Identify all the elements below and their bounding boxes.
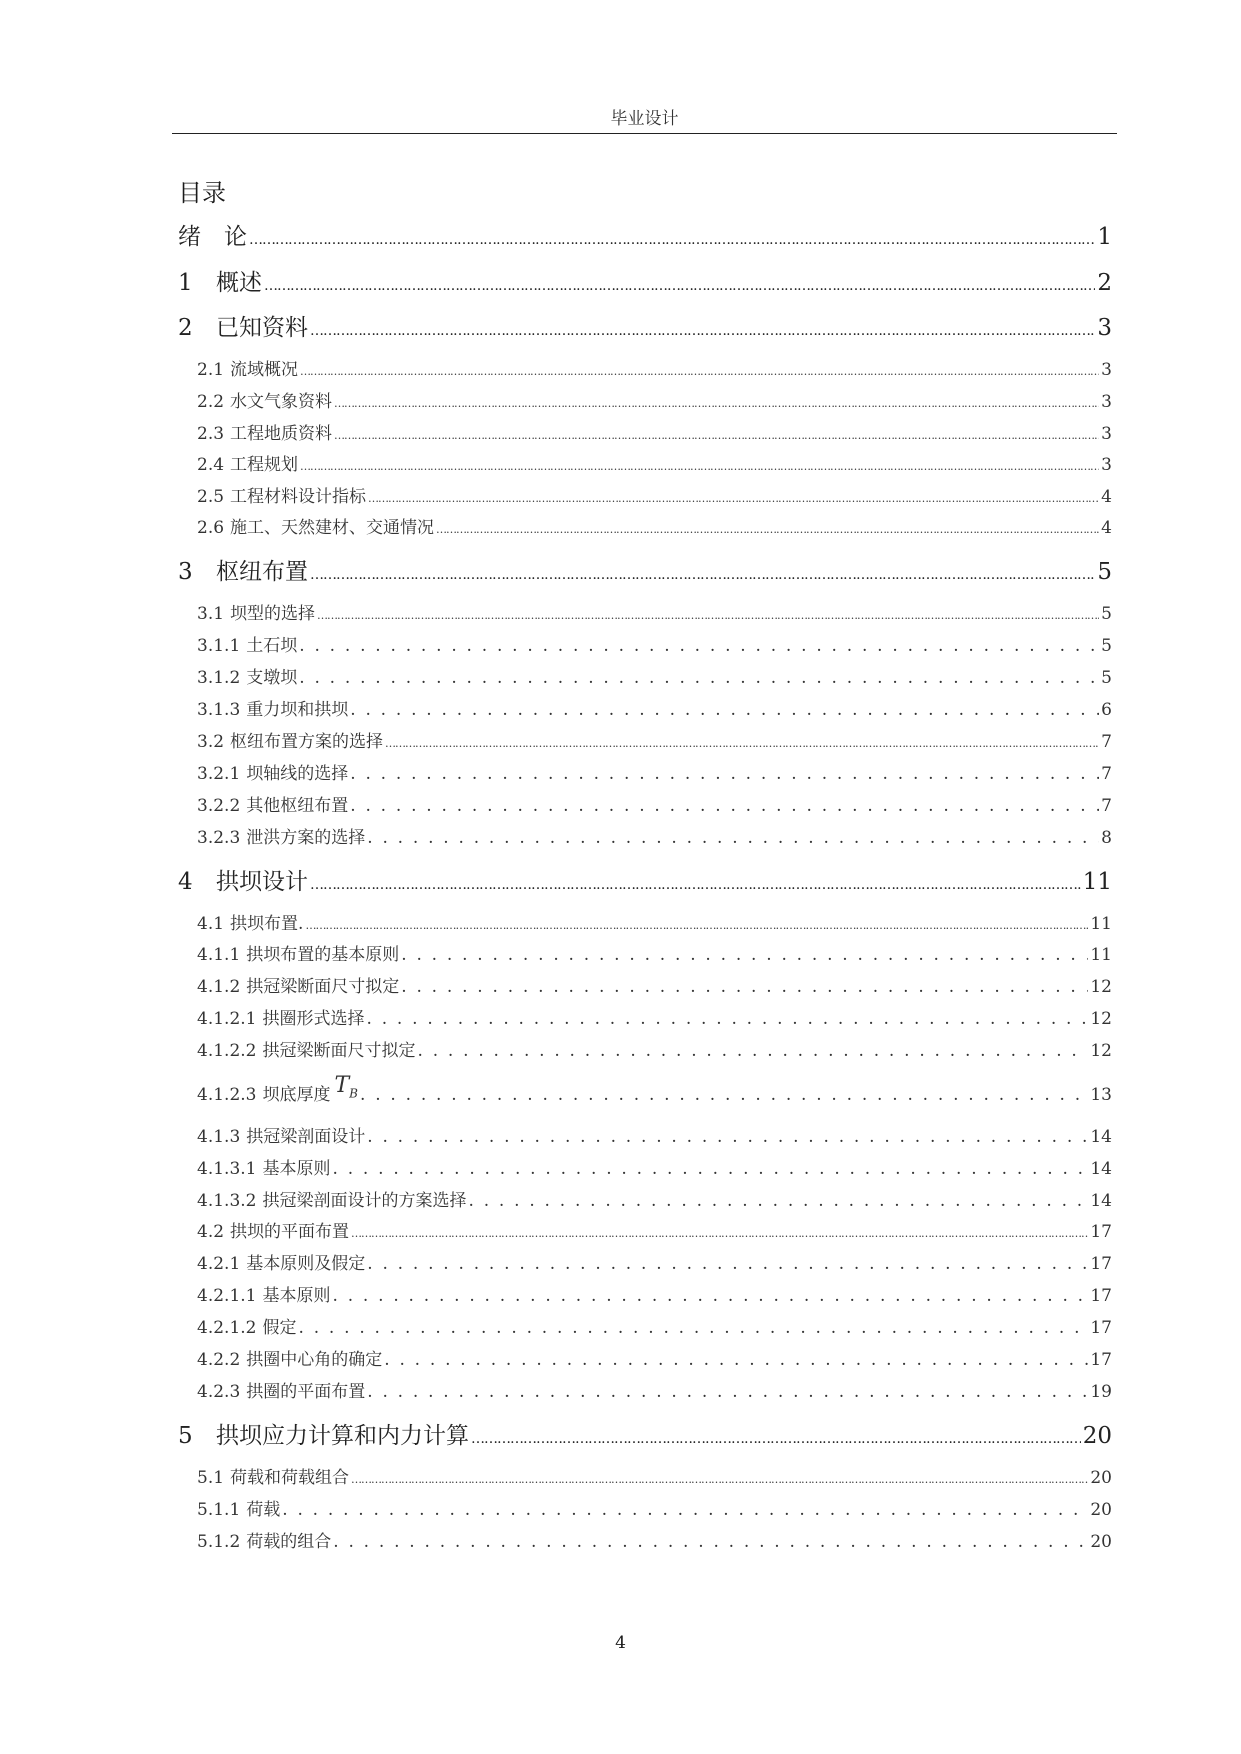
toc-entry[interactable]	[178, 864, 1112, 900]
toc-entry[interactable]	[197, 1073, 1112, 1107]
toc-entry[interactable]	[197, 1283, 1112, 1309]
toc-entry[interactable]	[197, 825, 1112, 851]
toc-entry-title	[230, 1219, 349, 1245]
dot-leader	[436, 515, 1099, 543]
toc-entry-page: 20	[1090, 1532, 1112, 1552]
toc-entry[interactable]	[197, 729, 1112, 755]
toc-entry-title	[230, 911, 303, 937]
toc-entry-page: 3	[1097, 315, 1112, 341]
toc-entry[interactable]	[197, 665, 1112, 691]
toc-entry-number: 2.1	[197, 360, 225, 380]
toc-entry-page: 20	[1090, 1500, 1112, 1520]
toc-entry-number: 4.2.1	[197, 1254, 241, 1274]
toc-entry-page: 13	[1090, 1085, 1112, 1105]
toc-entry-number: 5	[178, 1423, 193, 1449]
formula-t-b	[334, 1073, 358, 1101]
formula-subscript: B	[349, 1086, 358, 1101]
toc-entry-title-text: 拱圈形式选择	[262, 1009, 365, 1029]
toc-entry-number: 3.1.1	[197, 636, 241, 656]
toc-entry[interactable]	[197, 911, 1112, 937]
toc-entry-title-text: 拱冠梁剖面设计的方案选择	[262, 1191, 467, 1211]
toc-entry-page: 17	[1090, 1254, 1112, 1274]
toc-entry-title-text: 枢纽布置方案的选择	[230, 732, 384, 752]
dot-leader	[332, 1283, 1088, 1309]
dot-leader	[350, 793, 1099, 819]
toc-entry-title	[246, 1251, 365, 1277]
toc-entry-number: 5.1	[197, 1468, 225, 1488]
dot-leader	[300, 452, 1099, 480]
toc-entry-page: 17	[1090, 1318, 1112, 1338]
dot-leader	[366, 1006, 1088, 1032]
toc-entry[interactable]	[197, 389, 1112, 415]
toc-entry-number: 4.1.1	[197, 945, 241, 965]
dot-leader	[471, 1418, 1081, 1457]
toc-entry-page: 17	[1090, 1286, 1112, 1306]
toc-entry[interactable]	[197, 1156, 1112, 1182]
toc-entry-title-text: 拱坝布置.	[230, 914, 304, 934]
toc-entry-title-text: 重力坝和拱坝	[246, 700, 349, 720]
toc-entry-title-text: 荷载	[246, 1500, 281, 1520]
toc-entry-number: 5.1.1	[197, 1500, 241, 1520]
toc-entry-page: 5	[1097, 559, 1112, 585]
toc-entry-number: 2	[178, 315, 193, 341]
toc-entry-title-text: 拱圈的平面布置	[246, 1382, 366, 1402]
toc-entry-title	[246, 1347, 382, 1373]
dot-leader	[360, 1082, 1088, 1108]
toc-entry-page: 11	[1090, 945, 1112, 965]
toc-entry-title-text: 拱坝的平面布置	[230, 1222, 350, 1242]
toc-entry-title	[230, 357, 298, 383]
toc-entry-title-text: 坝型的选择	[230, 604, 316, 624]
dot-leader	[367, 825, 1099, 851]
toc-entry-title-text: 坝轴线的选择	[246, 764, 349, 784]
toc-entry-number: 2.2	[197, 392, 225, 412]
toc-entry-title-text: 基本原则及假定	[246, 1254, 366, 1274]
toc-entry-title-text: 泄洪方案的选择	[246, 828, 366, 848]
toc-entry-page: 19	[1090, 1382, 1112, 1402]
dot-leader	[282, 1497, 1088, 1523]
toc-entry-number: 3.1.2	[197, 668, 241, 688]
toc-entry-title	[246, 1497, 280, 1523]
toc-entry-title-text: 荷载和荷载组合	[230, 1468, 350, 1488]
toc-entry[interactable]	[197, 1529, 1112, 1555]
toc-entry-title	[246, 665, 297, 691]
toc-entry-title-text: 拱圈中心角的确定	[246, 1350, 383, 1370]
running-header: 毕业设计	[610, 109, 679, 129]
toc-entry-page: 5	[1101, 604, 1112, 624]
toc-entry-title	[230, 515, 434, 541]
toc-entry[interactable]	[197, 484, 1112, 510]
toc-entry[interactable]	[197, 515, 1112, 541]
toc-entry-page: 11	[1082, 869, 1112, 895]
toc-entry[interactable]	[178, 265, 1112, 301]
toc-entry-title-text: 其他枢纽布置	[246, 796, 349, 816]
toc-entry-page: 1	[1097, 224, 1112, 250]
dot-leader	[300, 357, 1099, 385]
toc-entry-title-text: 拱坝应力计算和内力计算	[216, 1423, 469, 1449]
toc-entry-number: 4.1.2.3	[197, 1085, 257, 1105]
dot-leader	[310, 864, 1081, 903]
toc-entry-title	[246, 761, 348, 787]
toc-entry[interactable]	[197, 1038, 1112, 1064]
toc-entry-title-text: 土石坝	[246, 636, 298, 656]
toc-entry-title	[230, 729, 383, 755]
toc-entry-title	[230, 452, 298, 478]
toc-entry[interactable]	[197, 1251, 1112, 1277]
toc-entry-title	[262, 1156, 330, 1182]
toc-entry-title	[246, 793, 348, 819]
dot-leader	[332, 1156, 1088, 1182]
toc-entry-number: 2.5	[197, 487, 225, 507]
toc-entry-title	[246, 1529, 331, 1555]
toc-entry-page: 3	[1101, 424, 1112, 444]
toc-entry-number: 3.2	[197, 732, 225, 752]
toc-entry[interactable]	[197, 1124, 1112, 1150]
dot-leader	[417, 1038, 1088, 1064]
toc-entry[interactable]	[197, 1379, 1112, 1405]
toc-entry-page: 7	[1101, 764, 1112, 784]
dot-leader	[299, 665, 1099, 691]
toc-entry-page: 20	[1090, 1468, 1112, 1488]
toc-entry-number: 2.6	[197, 518, 225, 538]
toc-entry-number: 4.2.1.2	[197, 1318, 257, 1338]
dot-leader	[368, 484, 1099, 512]
toc-entry-number: 2.4	[197, 455, 225, 475]
toc-entry-title	[262, 1073, 358, 1114]
toc-entry-title	[230, 1465, 349, 1491]
toc-entry-title-text: 已知资料	[216, 315, 308, 341]
toc-entry[interactable]	[197, 357, 1112, 383]
dot-leader	[350, 761, 1099, 787]
toc-entry[interactable]	[197, 1347, 1112, 1373]
dot-leader	[401, 942, 1088, 968]
dot-leader	[334, 389, 1099, 417]
toc-entry[interactable]	[197, 1188, 1112, 1214]
toc-entry[interactable]	[197, 974, 1112, 1000]
toc-entry-title-text: 拱冠梁剖面设计	[246, 1127, 366, 1147]
toc-entry[interactable]	[197, 601, 1112, 627]
toc-entry-title	[216, 864, 308, 900]
dot-leader	[367, 1124, 1088, 1150]
toc-entry-page: 5	[1101, 668, 1112, 688]
toc-entry-title	[230, 484, 366, 510]
toc-entry-number: 1	[178, 270, 193, 296]
dot-leader	[351, 1219, 1088, 1247]
dot-leader	[384, 1347, 1088, 1373]
toc-entry-page: 3	[1101, 455, 1112, 475]
dot-leader	[367, 1251, 1088, 1277]
toc-entry-title-text: 基本原则	[262, 1286, 331, 1306]
toc-entry-number: 4.2.1.1	[197, 1286, 257, 1306]
toc-entry-title-text: 概述	[216, 270, 262, 296]
toc-entry-title	[262, 1283, 330, 1309]
toc-entry-page: 14	[1090, 1159, 1112, 1179]
page-number: 4	[615, 1633, 626, 1653]
dot-leader	[298, 1315, 1088, 1341]
toc-entry-number: 4.1.3.2	[197, 1191, 257, 1211]
toc-entry-title	[246, 1124, 365, 1150]
toc-entry-title-text: 拱坝设计	[216, 869, 308, 895]
toc-entry-number: 4.1	[197, 914, 225, 934]
toc-entry-page: 14	[1090, 1191, 1112, 1211]
toc-heading: 目录	[178, 179, 226, 207]
toc-entry-number: 4.1.2	[197, 977, 241, 997]
toc-entry-page: 7	[1101, 796, 1112, 816]
toc-entry[interactable]	[178, 1418, 1112, 1454]
toc-entry-page: 8	[1101, 828, 1112, 848]
toc-entry-page: 12	[1090, 1009, 1112, 1029]
toc-entry-title	[262, 1315, 296, 1341]
formula-base: T	[334, 1073, 350, 1098]
toc-entry-number: 5.1.2	[197, 1532, 241, 1552]
toc-entry[interactable]	[197, 942, 1112, 968]
toc-entry-title	[178, 219, 247, 255]
dot-leader	[317, 601, 1099, 629]
toc-entry-title-text: 工程地质资料	[230, 424, 333, 444]
toc-entry-title-text: 水文气象资料	[230, 392, 333, 412]
toc-entry-title-text: 拱坝布置的基本原则	[246, 945, 400, 965]
toc-entry[interactable]	[197, 1006, 1112, 1032]
dot-leader	[305, 911, 1088, 939]
toc-entry-title	[216, 310, 308, 346]
toc-entry-title	[216, 554, 308, 590]
toc-entry-page: 17	[1090, 1222, 1112, 1242]
toc-entry-title	[262, 1188, 466, 1214]
toc-entry-number: 4.2.3	[197, 1382, 241, 1402]
dot-leader	[310, 554, 1095, 593]
toc-entry[interactable]	[197, 421, 1112, 447]
dot-leader	[385, 729, 1099, 757]
toc-entry-title	[246, 942, 399, 968]
toc-entry-page: 11	[1090, 914, 1112, 934]
toc-entry-title	[216, 1418, 469, 1454]
toc-entry-page: 5	[1101, 636, 1112, 656]
toc-entry[interactable]	[197, 452, 1112, 478]
toc-entry-title-text: 拱冠梁断面尺寸拟定	[246, 977, 400, 997]
toc-entry-page: 7	[1101, 732, 1112, 752]
toc-entry-title-text: 坝底厚度	[262, 1085, 331, 1105]
toc-entry-title	[216, 265, 262, 301]
toc-entry-number: 4.1.2.1	[197, 1009, 257, 1029]
toc-entry[interactable]	[178, 310, 1112, 346]
toc-entry-number: 4	[178, 869, 193, 895]
toc-entry-page: 12	[1090, 977, 1112, 997]
toc-entry-page: 4	[1101, 487, 1112, 507]
toc-entry-number: 4.2.2	[197, 1350, 241, 1370]
dot-leader	[264, 265, 1095, 304]
toc-entry[interactable]	[178, 554, 1112, 590]
toc-entry[interactable]	[197, 633, 1112, 659]
toc-entry-page: 3	[1101, 360, 1112, 380]
toc-entry-title-text: 施工、天然建材、交通情况	[230, 518, 435, 538]
dot-leader	[333, 1529, 1088, 1555]
toc-entry-number: 4.1.3	[197, 1127, 241, 1147]
toc-entry-title	[246, 697, 348, 723]
toc-entry-title	[230, 421, 332, 447]
dot-leader	[401, 974, 1088, 1000]
toc-entry-number: 4.2	[197, 1222, 225, 1242]
toc-entry-page: 2	[1097, 270, 1112, 296]
toc-entry-number: 3.1.3	[197, 700, 241, 720]
toc-entry-number: 4.1.3.1	[197, 1159, 257, 1179]
toc-entry-title-text: 绪 论	[178, 224, 247, 250]
toc-entry-page: 4	[1101, 518, 1112, 538]
toc-entry-number: 3	[178, 559, 193, 585]
toc-entry-title-text: 流域概况	[230, 360, 299, 380]
toc-entry[interactable]	[197, 1219, 1112, 1245]
toc-entry-number: 3.2.1	[197, 764, 241, 784]
toc-entry-page: 3	[1101, 392, 1112, 412]
toc-entry-title	[262, 1038, 415, 1064]
toc-entry[interactable]	[197, 697, 1112, 723]
toc-entry-title	[246, 825, 365, 851]
toc-entry-title-text: 假定	[262, 1318, 297, 1338]
toc-entry[interactable]	[197, 1497, 1112, 1523]
dot-leader	[468, 1188, 1088, 1214]
toc-entry-title	[262, 1006, 364, 1032]
dot-leader	[334, 421, 1099, 449]
toc-entry-title-text: 拱冠梁断面尺寸拟定	[262, 1041, 416, 1061]
toc-entry[interactable]	[197, 793, 1112, 819]
toc-entry-title	[230, 389, 332, 415]
toc-entry[interactable]	[178, 219, 1112, 255]
dot-leader	[299, 633, 1099, 659]
toc-entry-title	[230, 601, 315, 627]
toc-entry[interactable]	[197, 761, 1112, 787]
toc-entry-title-text: 支墩坝	[246, 668, 298, 688]
toc-entry-title	[246, 974, 399, 1000]
dot-leader	[351, 1465, 1088, 1493]
dot-leader	[367, 1379, 1088, 1405]
dot-leader	[249, 219, 1095, 258]
toc-entry-title-text: 基本原则	[262, 1159, 331, 1179]
toc-entry-number: 3.1	[197, 604, 225, 624]
toc-entry-number: 4.1.2.2	[197, 1041, 257, 1061]
toc-entry-title-text: 荷载的组合	[246, 1532, 332, 1552]
toc-entry-page: 6	[1101, 700, 1112, 720]
toc-entry-page: 12	[1090, 1041, 1112, 1061]
toc-entry-page: 14	[1090, 1127, 1112, 1147]
toc-entry[interactable]	[197, 1465, 1112, 1491]
toc-entry-title	[246, 633, 297, 659]
toc-entry-number: 3.2.2	[197, 796, 241, 816]
toc-entry-title-text: 工程材料设计指标	[230, 487, 367, 507]
toc-entry-title-text: 枢纽布置	[216, 559, 308, 585]
toc-entry-page: 20	[1082, 1423, 1112, 1449]
toc-entry-title	[246, 1379, 365, 1405]
toc-entry-title-text: 工程规划	[230, 455, 299, 475]
toc-entry-number: 3.2.3	[197, 828, 241, 848]
dot-leader	[350, 697, 1099, 723]
toc-entry[interactable]	[197, 1315, 1112, 1341]
dot-leader	[310, 310, 1095, 349]
toc-entry-number: 2.3	[197, 424, 225, 444]
toc-entry-page: 17	[1090, 1350, 1112, 1370]
